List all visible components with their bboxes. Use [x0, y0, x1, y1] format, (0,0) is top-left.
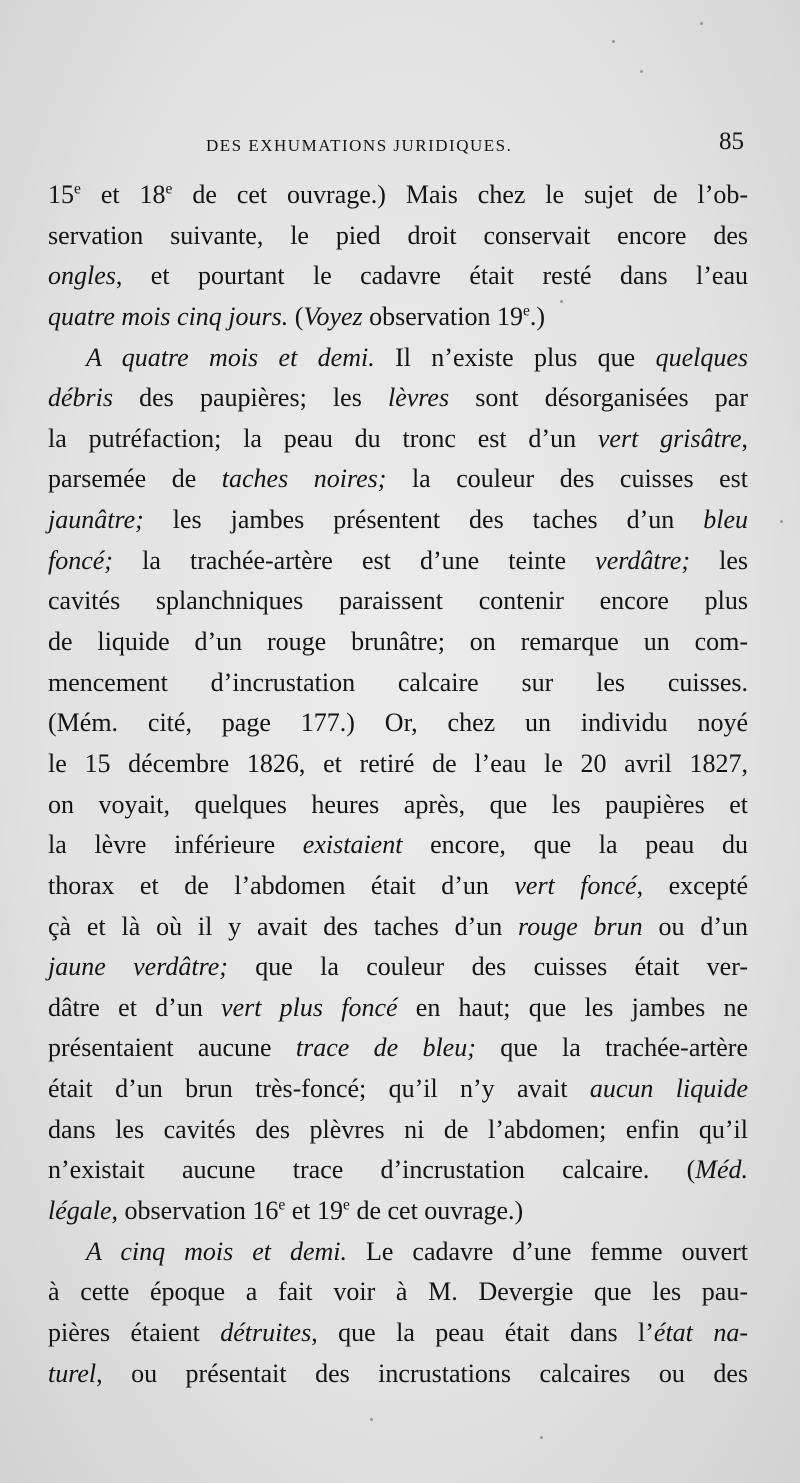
text-span: les — [689, 545, 748, 575]
superscript: e — [278, 1196, 286, 1214]
italic-text: état na- — [653, 1317, 748, 1347]
italic-text: foncé; — [48, 545, 113, 575]
body-text — [48, 175, 748, 1394]
text-span: et 19 — [285, 1196, 344, 1226]
italic-text: détruites — [220, 1317, 312, 1347]
text-span: en haut; que les jambes ne — [397, 992, 749, 1022]
text-line — [48, 825, 748, 866]
text-span: sont désorganisées par — [449, 383, 748, 413]
italic-text: vert plus foncé — [221, 992, 398, 1022]
text-line — [48, 1354, 748, 1395]
text-span: encore, que la peau du — [402, 830, 748, 860]
superscript: e — [343, 1196, 350, 1214]
italic-text: Méd. — [695, 1155, 748, 1185]
text-line — [48, 1313, 748, 1354]
text-span: thorax et de l’abdomen était d’un — [48, 870, 515, 900]
text-span: de cet ouvrage.) — [349, 1196, 524, 1226]
text-span: , — [741, 423, 748, 453]
text-span: que la couleur des cuisses était ver- — [227, 952, 748, 982]
text-line — [48, 1150, 748, 1191]
text-line — [48, 988, 748, 1029]
text-line — [48, 785, 748, 826]
italic-text: légale — [48, 1196, 112, 1226]
text-span: mencement d’incrustation calcaire sur les cuisses. — [48, 667, 748, 697]
text-span: le 15 décembre 1826, et retiré de l’eau le 20 avril 1827, — [48, 748, 748, 778]
text-span: , ou présentait des incrustations calcaires ou des — [96, 1358, 748, 1388]
italic-text: bleu — [703, 505, 748, 535]
italic-text: débris — [48, 383, 113, 413]
text-line — [48, 744, 748, 785]
text-line — [48, 1272, 748, 1313]
italic-text: trace de bleu; — [295, 1033, 476, 1063]
italic-text: Voyez — [303, 301, 363, 331]
italic-text: turel — [48, 1358, 97, 1388]
italic-text: rouge brun — [518, 911, 643, 941]
text-line — [48, 1028, 748, 1069]
italic-text: A quatre mois et demi. — [86, 342, 375, 372]
text-line — [48, 1069, 748, 1110]
italic-text: jaune verdâtre; — [48, 952, 228, 982]
text-line — [48, 1110, 748, 1151]
italic-text: aucun liquide — [589, 1074, 748, 1104]
text-span: , excepté — [636, 870, 748, 900]
italic-text: verdâtre; — [595, 545, 690, 575]
text-span: on voyait, quelques heures après, que les paupières et — [48, 789, 748, 819]
text-span: la putréfaction; la peau du tronc est d’un — [48, 423, 598, 453]
text-span: que la trachée-artère — [475, 1033, 748, 1063]
text-span: (Mém. cité, page 177.) Or, chez un individu noyé — [48, 708, 748, 738]
text-span: et 18 — [80, 180, 166, 209]
text-line — [48, 581, 748, 622]
text-span: servation suivante, le pied droit conservait encore des — [48, 220, 748, 250]
italic-text: jaunâtre; — [48, 505, 144, 535]
text-span: ou d’un — [642, 911, 748, 941]
text-line — [48, 1191, 748, 1232]
running-head: DES EXHUMATIONS JURIDIQUES. — [206, 136, 513, 155]
text-span: , que la peau était dans l’ — [311, 1317, 654, 1347]
text-span: la lèvre inférieure — [48, 830, 303, 860]
text-span: pières étaient — [48, 1317, 221, 1347]
text-span: était d’un brun très-foncé; qu’il n’y avait — [48, 1074, 590, 1104]
text-span: .) — [529, 301, 546, 331]
text-span: , et pourtant le cadavre était resté dans l’eau — [115, 261, 748, 291]
text-span: de cet ouvrage.) Mais chez le sujet de l’ob- — [172, 180, 749, 209]
text-span: dâtre et d’un — [48, 992, 222, 1022]
italic-text: A cinq mois et demi. — [86, 1236, 348, 1266]
text-line — [48, 419, 748, 460]
text-line — [48, 663, 748, 704]
text-span: la trachée-artère est d’une teinte — [112, 545, 596, 575]
text-line — [48, 541, 748, 582]
page-number: 85 — [719, 128, 744, 155]
italic-text: quelques — [655, 342, 748, 372]
text-span: , observation 16 — [111, 1196, 279, 1226]
superscript: e — [165, 180, 173, 198]
italic-text: ongles — [48, 261, 116, 291]
text-line — [48, 297, 748, 338]
text-span: cavités splanchniques paraissent contenir encore plus — [48, 586, 748, 616]
text-span: de liquide d’un rouge brunâtre; on remarque un com- — [48, 627, 748, 657]
text-line — [48, 500, 748, 541]
text-span: ( — [288, 301, 304, 331]
italic-text: taches noires; — [221, 464, 387, 494]
text-line — [48, 459, 748, 500]
text-span: présentaient aucune — [48, 1033, 296, 1063]
text-span: Il n’existe plus que — [374, 342, 656, 372]
text-span: des paupières; les — [113, 383, 388, 413]
text-line — [48, 1232, 748, 1273]
text-line — [48, 175, 748, 216]
text-line — [48, 622, 748, 663]
text-span: à cette époque a fait voir à M. Devergie que les pau- — [48, 1277, 748, 1307]
text-span: 15 — [48, 180, 74, 209]
text-line — [48, 338, 748, 379]
text-line — [48, 703, 748, 744]
text-line — [48, 256, 748, 297]
italic-text: vert grisâtre — [597, 423, 742, 453]
text-span: çà et là où il y avait des taches d’un — [48, 911, 519, 941]
italic-text: vert foncé — [514, 870, 637, 900]
superscript: e — [522, 302, 530, 320]
text-span: parsemée de — [48, 464, 222, 494]
italic-text: existaient — [302, 830, 403, 860]
text-span: dans les cavités des plèvres ni de l’abdomen; enfin qu’il — [48, 1114, 748, 1144]
text-line — [48, 866, 748, 907]
text-span: n’existait aucune trace d’incrustation calcaire. ( — [48, 1155, 696, 1185]
text-line — [48, 907, 748, 948]
text-line — [48, 947, 748, 988]
italic-text: quatre mois cinq jours. — [48, 301, 289, 331]
text-span: observation 19 — [362, 301, 523, 331]
text-span: les jambes présentent des taches d’un — [143, 505, 704, 535]
page-header — [48, 128, 744, 164]
text-span: la couleur des cuisses est — [386, 464, 748, 494]
text-span: Le cadavre d’une femme ouvert — [347, 1236, 748, 1266]
text-line — [48, 216, 748, 257]
text-line — [48, 378, 748, 419]
superscript: e — [74, 180, 81, 198]
italic-text: lèvres — [387, 383, 450, 413]
